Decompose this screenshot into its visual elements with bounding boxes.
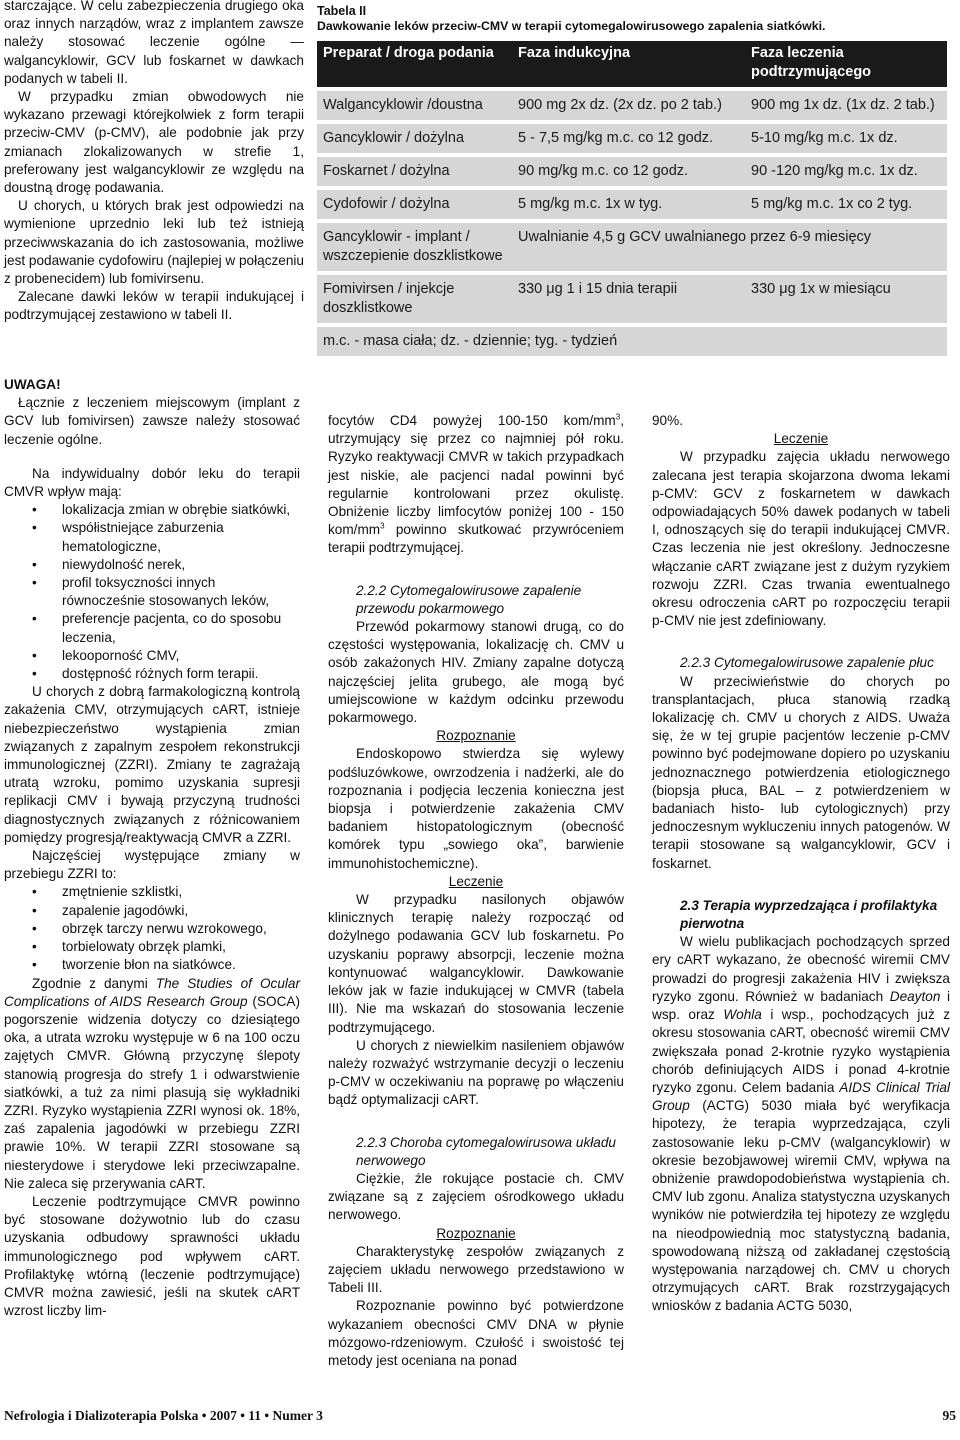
paragraph: starczające. W celu zabezpieczenia drugiego oka oraz innych narządów, wraz z implantem zawsze należy stosować leczenie ogólne — walgancyklowir, GCV lub foskarnet w dawkach podanych w tabeli II. — [4, 0, 304, 86]
paragraph: Na indywidualny dobór leku do terapii CMVR wpływ mają: — [4, 465, 300, 500]
list-item: • obrzęk tarczy nerwu wzrokowego, — [4, 920, 300, 938]
table-header-row — [317, 41, 947, 89]
table-cell: Cydofowir / dożylna — [317, 188, 512, 221]
table-cell: Fomivirsen / injekcje doszklistkowe — [317, 273, 512, 325]
section-heading: 2.2.2 Cytomegalowirusowe zapalenie przewodu pokarmowego — [356, 582, 582, 616]
table-cell: 900 mg 2x dz. (2x dz. po 2 tab.) — [512, 89, 745, 122]
table-cell: 5 mg/kg m.c. 1x co 2 tyg. — [745, 188, 947, 221]
text-run: (SOCA) pogorszenie widzenia dotyczy co dziesiątego oka, a utrata wzroku występuje w 6 na 100 oczu zajętych CMVR. Główną przyczynę ślepoty stanowią progresja do strefy 1 i odwarstwienie siatkówki, a tuż za nimi plasują się wykładniki ZZRI. Ryzyko wystąpienia ZZRI wynosi ok. 18%, zaś zapalenia jagodówki w przebiegu ZZRI prawie 10%. W terapii ZZRI stosowane są niesterydowe i sterydowe leki przeciwzapalne. Nie zaleca się przerywania cART. — [4, 993, 300, 1191]
paragraph — [4, 975, 300, 1193]
paragraph: Endoskopowo stwierdza się wylewy podśluzówkowe, owrzodzenia i nadżerki, ale do rozpoznania i podjęcia leczenia konieczna jest biopsja i potwierdzenie zakażenia CMV badaniem histopatologicznym (obecność komórek typu „sowiego oka”, barwienie immunohistochemiczne). — [328, 746, 624, 871]
text-run: focytów CD4 powyżej 100-150 kom/mm — [328, 413, 616, 428]
table-header: Faza indukcyjna — [512, 41, 745, 89]
list-item: • preferencje pacjenta, co do sposobu leczenia, — [4, 610, 300, 646]
paragraph: Leczenie podtrzymujące CMVR powinno być stosowane dożywotnio lub do czasu uzyskania odbudowy sprawności układu immunologicznego pod wpływem cART. Profilaktykę wtórną (leczenie podtrzymujące) CMVR można zawiesić, jeśli na skutek cART wzrost liczby lim- — [4, 1193, 300, 1319]
table-cell: 5 mg/kg m.c. 1x w tyg. — [512, 188, 745, 221]
list-item: • lekooporność CMV, — [4, 647, 300, 665]
section-heading: 2.2.3 Choroba cytomegalowirusowa układu nerwowego — [356, 1134, 616, 1168]
table-subcaption: Dawkowanie leków przeciw-CMV w terapii cytomegalowirusowego zapalenia siatkówki. — [317, 19, 826, 33]
text-run: (ACTG) 5030 miała być weryfikacja hipotezy, że terapia wyprzedzająca, czyli zastosowanie leku p-CMV (walgancyklowir) w okresie bezobjawowej wiremii CMV, wpływa na obniżenie prawdopodobieństwa wystąpienia ch. CMV lub zgonu. Analiza statystyczna uzyskanych wyników nie potwierdziła tej hipotezy ze względu na nieodpowiednią moc statystyczną badania, spowodowaną niższą od zakładanej częstością występowania narządowej ch. CMV u chorych otrzymujących cART. Brak rozstrzygających wniosków z badania ACTG 5030, — [652, 1098, 950, 1314]
table-footnote: m.c. - masa ciała; dz. - dziennie; tyg. - tydzień — [317, 325, 947, 356]
list-item: • współistniejące zaburzenia hematologiczne, — [4, 519, 300, 555]
italic-run: The Studies of Ocular Complications of AIDS Research Group — [4, 975, 300, 1009]
subheading-rozpoznanie: Rozpoznanie — [436, 1225, 516, 1241]
paragraph: U chorych z dobrą farmakologiczną kontrolą zakażenia CMV, otrzymujących cART, istnieje niebezpieczeństwo wystąpienia zmian związanych z zapalnym zespołem rekonstrukcji immunologicznej (ZZRI). Zmiany te zagrażają utratą wzroku, pomimo uzyskania supresji replikacji CMV i bywają przyczyną trudności diagnostycznych związanych z różnicowaniem pomiędzy progresją/reaktywacją CMVR a ZZRI. — [4, 684, 300, 845]
table-cell: 900 mg 1x dz. (1x dz. 2 tab.) — [745, 89, 947, 122]
list-item: • zapalenie jagodówki, — [4, 902, 300, 920]
dose-table — [317, 41, 947, 356]
top-left-column — [4, 0, 304, 325]
text-run: Zgodnie z danymi — [32, 975, 156, 991]
table-cell: Foskarnet / dożylna — [317, 155, 512, 188]
table-cell: 5 - 7,5 mg/kg m.c. co 12 godz. — [512, 122, 745, 155]
paragraph: W przeciwieństwie do chorych po transplantacjach, płuca stanowią rzadką lokalizację ch. CMV u chorych z AIDS. Uważa się, że w tej grupie pacjentów leczenie p-CMV powinno być podejmowane dopiero po uzyskaniu jednoznacznego potwierdzenia etiologicznego (biopsja płuca, BAL – z potwierdzeniem w badaniach histo- lub cytologicznych) przy jednoczesnym wykluczeniu innych patogenów. W terapii stosowane są walgancyklowir, GCV i foskarnet. — [652, 673, 950, 871]
italic-run: Wohla — [723, 1007, 762, 1023]
table-cell: 330 μg 1x w miesiącu — [745, 273, 947, 325]
page-number: 95 — [942, 1408, 956, 1423]
paragraph: Łącznie z leczeniem miejscowym (implant z GCV lub fomivirsen) zawsze należy stosować leczenie ogólne. — [4, 395, 300, 447]
paragraph: Charakterystykę zespołów związanych z zajęciem układu nerwowego przedstawiono w Tabeli III. — [328, 1243, 624, 1296]
table-cell: 90 -120 mg/kg m.c. 1x dz. — [745, 155, 947, 188]
table-cell: 330 μg 1 i 15 dnia terapii — [512, 273, 745, 325]
superscript: 3 — [380, 521, 385, 531]
list-item: • lokalizacja zmian w obrębie siatkówki, — [4, 501, 300, 519]
table-row — [317, 155, 947, 188]
zzri-list — [4, 883, 300, 974]
factor-list — [4, 501, 300, 683]
paragraph: U chorych, u których brak jest odpowiedzi na wymienione uprzednio leki lub też istnieją przeciwwskazania do ich zastosowania, możliwe jest podawanie cydofowiru (najlepiej w połączeniu z probenecidem) lub fomivirsenu. — [4, 198, 304, 287]
table-cell: Gancyklowir - implant / wszczepienie doszklistkowe — [317, 221, 512, 273]
italic-run: AIDS Clinical Trial Group — [652, 1079, 950, 1114]
table-cell: Uwalnianie 4,5 g GCV uwalnianego przez 6-9 miesięcy — [512, 221, 947, 273]
text-run: W wielu publikacjach pochodzących sprzed ery cART wykazano, że obecność wiremii CMV prowadzi do progresji zakażenia HIV i zwiększa ryzyko zgonu. Również w badaniach — [652, 934, 950, 1004]
table-ii — [317, 4, 953, 356]
subheading-rozpoznanie: Rozpoznanie — [436, 728, 516, 744]
subheading-leczenie: Leczenie — [448, 873, 504, 889]
list-item: • profil toksyczności innych równocześnie stosowanych leków, — [4, 574, 300, 610]
paragraph — [652, 933, 950, 1315]
table-row — [317, 273, 947, 325]
paragraph: W przypadku nasilonych objawów klinicznych terapię należy rozpocząć od dożylnego podawania GCV lub foskarnetu. Po uzyskaniu poprawy absorpcji, leczenie można kontynuować walgancyklowir. Dawkowanie leków jak w fazie indukującej w CMVR (tabela III). Nie ma wskazań do stosowania leczenie podtrzymującego. — [328, 892, 624, 1035]
table-header: Preparat / droga podania — [317, 41, 512, 89]
table-cell: 5-10 mg/kg m.c. 1x dz. — [745, 122, 947, 155]
table-row — [317, 188, 947, 221]
superscript: 3 — [615, 412, 621, 422]
list-item: • tworzenie błon na siatkówce. — [4, 956, 300, 974]
table-header: Faza leczenia podtrzymującego — [745, 41, 947, 89]
subheading-leczenie: Leczenie — [773, 431, 829, 447]
list-item: • zmętnienie szklistki, — [4, 883, 300, 901]
text-run: i wsp., pochodzących już z okresu stosowania cART, obecność wiremii CMV zwiększała ponad 2-krotnie ryzyko wystąpienia chorób definiujących AIDS i ponad 4-krotnie ryzyko zgonu. Celem badania — [652, 1007, 950, 1095]
paragraph: Rozpoznanie powinno być potwierdzone wykazaniem obecności CMV DNA w płynie mózgowo-rdzeniowym. Czułość i swoistość tej metody jest oceniana na ponad — [328, 1298, 624, 1368]
table-row — [317, 122, 947, 155]
list-item: • dostępność różnych form terapii. — [4, 665, 300, 683]
list-item: • niewydolność nerek, — [4, 556, 300, 574]
paragraph: W przypadku zmian obwodowych nie wykazano przewagi którejkolwiek z form terapii przeciw-CMV (p-CMV), ale podobnie jak przy zmianach zlokalizowanych w strefie 1, preferowany jest walgancyklowir ze względu na doustną drogę podawania. — [4, 89, 304, 196]
uwaga-label: UWAGA! — [4, 377, 61, 392]
list-item: • torbielowaty obrzęk plamki, — [4, 938, 300, 956]
text-run: i wsp. oraz — [652, 988, 951, 1023]
paragraph: Najczęściej występujące zmiany w przebiegu ZZRI to: — [4, 848, 300, 882]
paragraph — [328, 412, 624, 558]
table-row — [317, 221, 947, 273]
paragraph: Przewód pokarmowy stanowi drugą, co do częstości występowania, lokalizację ch. CMV u osób zakażonych HIV. Zmiany zapalne dotyczą najczęściej jelita grubego, ale mogą być umiejscowione w każdym odcinku przewodu pokarmowego. — [328, 619, 624, 726]
uwaga-heading — [4, 376, 300, 394]
table-caption: Tabela II — [317, 4, 367, 18]
table-footnote-row — [317, 325, 947, 356]
text-run: powinno skutkować przywróceniem terapii podtrzymującej. — [328, 522, 624, 556]
paragraph: 90%. — [652, 413, 683, 428]
table-cell: Walgancyklowir /doustna — [317, 89, 512, 122]
table-cell: 90 mg/kg m.c. co 12 godz. — [512, 155, 745, 188]
column-1 — [4, 376, 300, 1320]
table-cell: Gancyklowir / dożylna — [317, 122, 512, 155]
journal-name: Nefrologia i Dializoterapia Polska • 2007 • 11 • Numer 3 — [4, 1408, 323, 1423]
paragraph: Ciężkie, źle rokujące postacie ch. CMV związane są z zajęciem ośrodkowego układu nerwowego. — [328, 1170, 624, 1223]
column-2 — [328, 412, 624, 1370]
text-run: , utrzymujący się przez co najmniej pół roku. Ryzyko reaktywacji CMVR w takich przypadkach jest niskie, ale pacjenci nadal powinni być regularnie kontrolowani przez okulistę. Obniżenie liczby limfocytów poniżej 100 - 150 kom/mm — [328, 413, 624, 538]
column-3 — [652, 412, 950, 1316]
paragraph: U chorych z niewielkim nasileniem objawów należy rozważyć wstrzymanie decyzji o leczeniu p-CMV w oczekiwaniu na poprawę po włączeniu bądź optymalizacji cART. — [328, 1037, 624, 1108]
table-row — [317, 89, 947, 122]
section-heading: 2.3 Terapia wyprzedzająca i profilaktyka pierwotna — [680, 897, 938, 932]
paragraph: W przypadku zajęcia układu nerwowego zalecana jest terapia skojarzona dwoma lekami p-CMV: GCV z foskarnetem w dawkach odpowiadających 50% dawek podanych w tabeli I, odnoszących się do terapii indukującej CMVR. Czas leczenia nie jest określony. Jednoczesne włączanie cART związane jest z dużym ryzykiem rozwoju ZZRI. Czas trwania ewentualnego okresu odroczenia cART po rozpoczęciu terapii p-CMV nie jest zdefiniowany. — [652, 449, 950, 629]
paragraph: Zalecane dawki leków w terapii indukującej i podtrzymującej zestawiono w tabeli II. — [4, 289, 304, 323]
italic-run: Deayton — [889, 988, 941, 1004]
section-heading: 2.2.3 Cytomegalowirusowe zapalenie płuc — [680, 655, 934, 671]
